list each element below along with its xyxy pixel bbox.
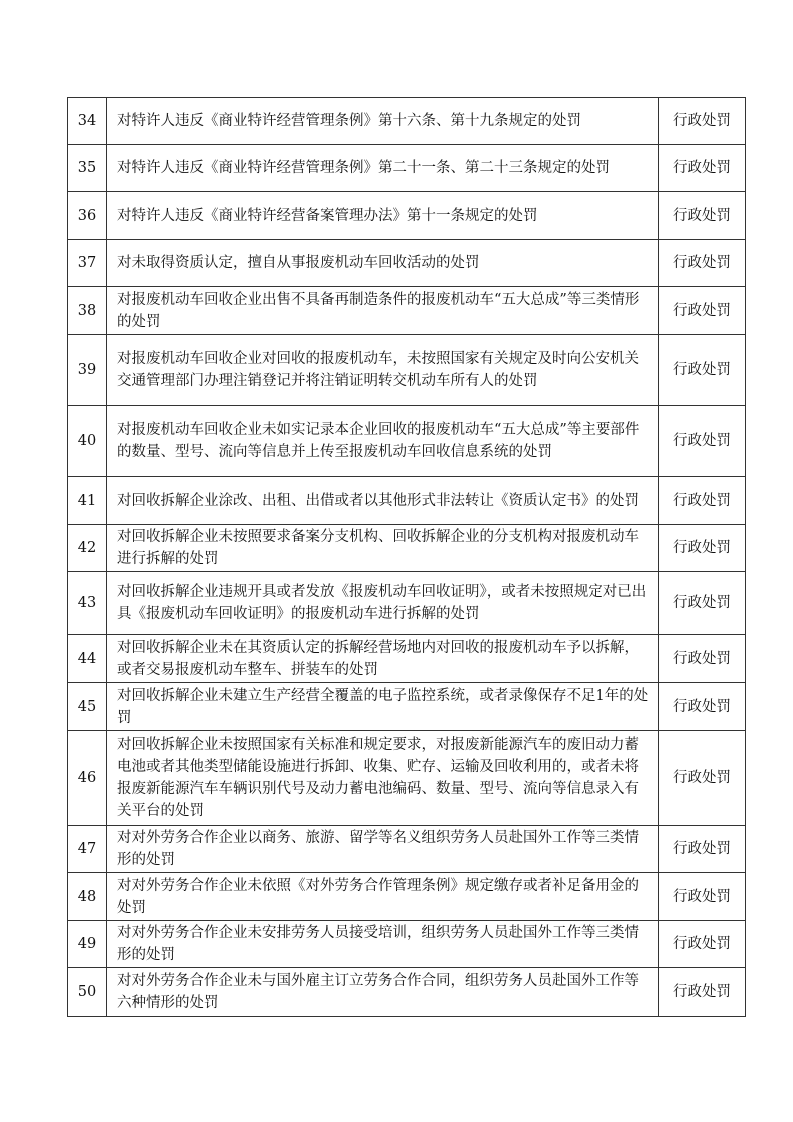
row-number: 47: [68, 826, 107, 873]
row-category: 行政处罚: [659, 477, 746, 525]
row-category: 行政处罚: [659, 406, 746, 477]
table-row: [68, 921, 746, 968]
table-row: [68, 683, 746, 731]
table-row: [68, 335, 746, 406]
row-description: 对报废机动车回收企业未如实记录本企业回收的报废机动车“五大总成”等主要部件的数量、型号、流向等信息并上传至报废机动车回收信息系统的处罚: [107, 406, 659, 477]
table-row: [68, 98, 746, 145]
row-number: 36: [68, 192, 107, 240]
row-description: 对回收拆解企业违规开具或者发放《报废机动车回收证明》，或者未按照规定对已出具《报废机动车回收证明》的报废机动车进行拆解的处罚: [107, 572, 659, 635]
row-category: 行政处罚: [659, 145, 746, 192]
row-description: 对对外劳务合作企业未与国外雇主订立劳务合作合同，组织劳务人员赴国外工作等六种情形的处罚: [107, 968, 659, 1017]
row-number: 42: [68, 525, 107, 572]
table-row: [68, 635, 746, 683]
row-description: 对对外劳务合作企业未安排劳务人员接受培训，组织劳务人员赴国外工作等三类情形的处罚: [107, 921, 659, 968]
row-description: 对对外劳务合作企业以商务、旅游、留学等名义组织劳务人员赴国外工作等三类情形的处罚: [107, 826, 659, 873]
penalty-table: [67, 97, 746, 1017]
row-category: 行政处罚: [659, 968, 746, 1017]
row-description: 对未取得资质认定，擅自从事报废机动车回收活动的处罚: [107, 240, 659, 287]
table-row: [68, 240, 746, 287]
row-category: 行政处罚: [659, 826, 746, 873]
row-number: 46: [68, 731, 107, 826]
row-description: 对特许人违反《商业特许经营备案管理办法》第十一条规定的处罚: [107, 192, 659, 240]
row-description: 对特许人违反《商业特许经营管理条例》第二十一条、第二十三条规定的处罚: [107, 145, 659, 192]
row-category: 行政处罚: [659, 192, 746, 240]
row-number: 45: [68, 683, 107, 731]
row-number: 44: [68, 635, 107, 683]
table-row: [68, 192, 746, 240]
row-number: 48: [68, 873, 107, 921]
row-number: 43: [68, 572, 107, 635]
table-row: [68, 968, 746, 1017]
row-category: 行政处罚: [659, 287, 746, 335]
table-row: [68, 873, 746, 921]
row-description: 对回收拆解企业未按照国家有关标准和规定要求，对报废新能源汽车的废旧动力蓄电池或者其他类型储能设施进行拆卸、收集、贮存、运输及回收利用的，或者未将报废新能源汽车车辆识别代号及动力蓄电池编码、数量、型号、流向等信息录入有关平台的处罚: [107, 731, 659, 826]
row-number: 50: [68, 968, 107, 1017]
row-category: 行政处罚: [659, 240, 746, 287]
row-number: 49: [68, 921, 107, 968]
row-number: 39: [68, 335, 107, 406]
row-category: 行政处罚: [659, 98, 746, 145]
row-description: 对报废机动车回收企业对回收的报废机动车，未按照国家有关规定及时向公安机关交通管理部门办理注销登记并将注销证明转交机动车所有人的处罚: [107, 335, 659, 406]
table-row: [68, 525, 746, 572]
row-description: 对特许人违反《商业特许经营管理条例》第十六条、第十九条规定的处罚: [107, 98, 659, 145]
table-row: [68, 572, 746, 635]
table-row: [68, 287, 746, 335]
row-category: 行政处罚: [659, 731, 746, 826]
table-row: [68, 406, 746, 477]
row-category: 行政处罚: [659, 525, 746, 572]
row-category: 行政处罚: [659, 683, 746, 731]
row-description: 对回收拆解企业涂改、出租、出借或者以其他形式非法转让《资质认定书》的处罚: [107, 477, 659, 525]
row-number: 37: [68, 240, 107, 287]
row-description: 对对外劳务合作企业未依照《对外劳务合作管理条例》规定缴存或者补足备用金的处罚: [107, 873, 659, 921]
table-row: [68, 826, 746, 873]
row-number: 35: [68, 145, 107, 192]
row-number: 38: [68, 287, 107, 335]
table-row: [68, 477, 746, 525]
row-number: 40: [68, 406, 107, 477]
row-number: 41: [68, 477, 107, 525]
table-row: [68, 145, 746, 192]
row-category: 行政处罚: [659, 921, 746, 968]
row-description: 对回收拆解企业未建立生产经营全覆盖的电子监控系统，或者录像保存不足1年的处罚: [107, 683, 659, 731]
row-category: 行政处罚: [659, 335, 746, 406]
row-category: 行政处罚: [659, 873, 746, 921]
table-row: [68, 731, 746, 826]
row-description: 对报废机动车回收企业出售不具备再制造条件的报废机动车“五大总成”等三类情形的处罚: [107, 287, 659, 335]
row-description: 对回收拆解企业未按照要求备案分支机构、回收拆解企业的分支机构对报废机动车进行拆解的处罚: [107, 525, 659, 572]
row-category: 行政处罚: [659, 635, 746, 683]
row-category: 行政处罚: [659, 572, 746, 635]
row-description: 对回收拆解企业未在其资质认定的拆解经营场地内对回收的报废机动车予以拆解，或者交易报废机动车整车、拼装车的处罚: [107, 635, 659, 683]
row-number: 34: [68, 98, 107, 145]
